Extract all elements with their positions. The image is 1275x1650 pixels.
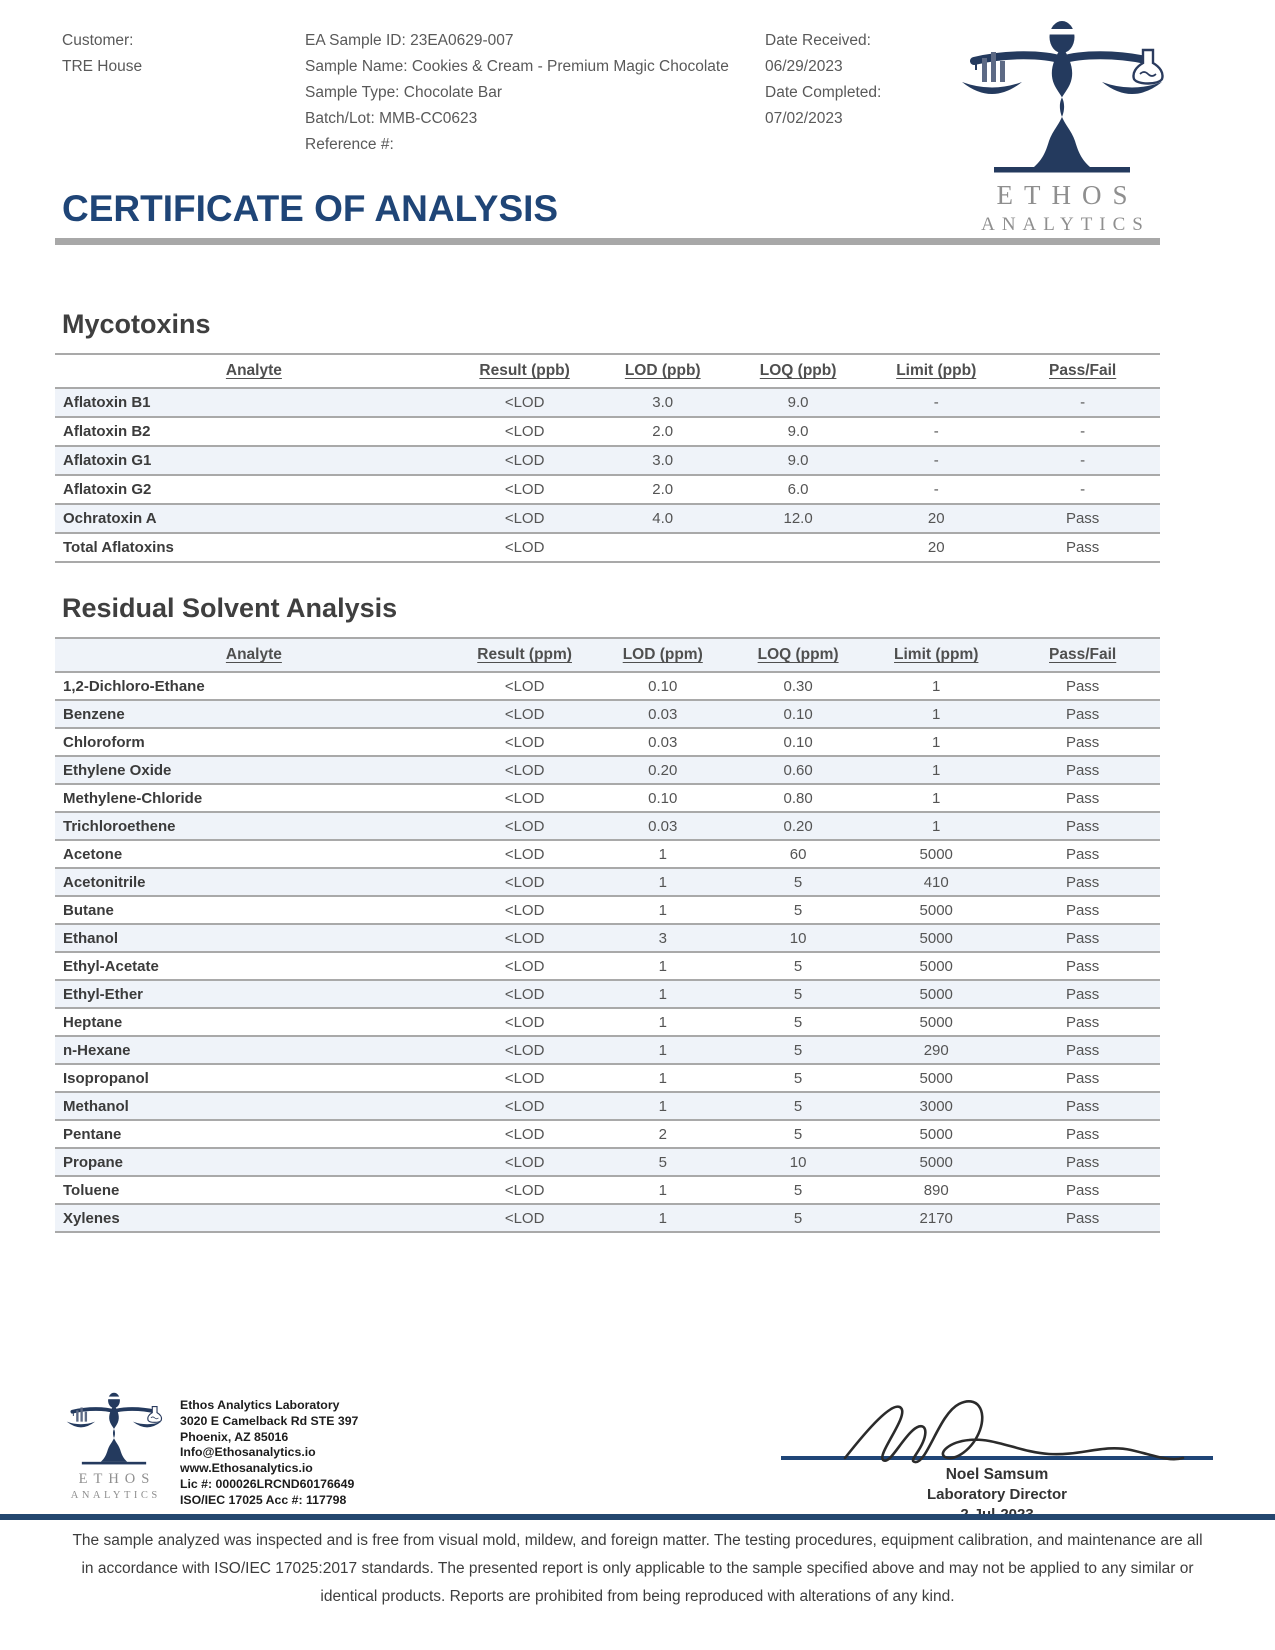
- loq-value: 5: [793, 873, 803, 891]
- lab-address-line: ISO/IEC 17025 Acc #: 117798: [180, 1492, 347, 1507]
- passfail-value: Pass: [1065, 733, 1100, 751]
- result-value: <LOD: [504, 957, 545, 975]
- loq-value: 5: [793, 1013, 803, 1031]
- result-value: <LOD: [504, 423, 545, 440]
- loq-value: [729, 533, 867, 562]
- lod-value: 1: [658, 1097, 667, 1115]
- footer-ethos-logo: [62, 1392, 166, 1509]
- lod-value: 0.03: [648, 733, 678, 751]
- lod-value: 5: [658, 1153, 667, 1171]
- loq-value: 5: [793, 985, 803, 1003]
- date-line: Date Received:: [765, 32, 871, 49]
- result-value: <LOD: [504, 817, 545, 835]
- limit-value: 890: [923, 1181, 949, 1199]
- table-row: [55, 1092, 1160, 1120]
- limit-value: 1: [932, 761, 941, 779]
- lod-value: 1: [658, 1013, 667, 1031]
- date-line: 06/29/2023: [765, 58, 843, 75]
- table-row: [55, 700, 1160, 728]
- lab-address-line: Phoenix, AZ 85016: [180, 1429, 289, 1444]
- result-value: <LOD: [504, 1069, 545, 1087]
- result-value: <LOD: [504, 510, 545, 527]
- analyte-name: Aflatoxin B1: [63, 394, 151, 411]
- date-line: 07/02/2023: [765, 110, 843, 127]
- table-row: [55, 1148, 1160, 1176]
- limit-value: -: [933, 394, 939, 411]
- loq-value: 12.0: [783, 510, 813, 527]
- result-value: <LOD: [504, 789, 545, 807]
- analyte-name: Ochratoxin A: [63, 510, 157, 527]
- lod-value: 3.0: [652, 394, 674, 411]
- table-row: [55, 388, 1160, 417]
- result-value: <LOD: [504, 1209, 545, 1227]
- analyte-name: Total Aflatoxins: [63, 539, 174, 556]
- passfail-value: Pass: [1065, 1181, 1100, 1199]
- table-row: [55, 1120, 1160, 1148]
- section-title-mycotoxins: Mycotoxins: [62, 309, 211, 339]
- table-row: [55, 417, 1160, 446]
- limit-value: -: [933, 452, 939, 469]
- table-row: [55, 533, 1160, 562]
- loq-value: 6.0: [787, 481, 809, 498]
- sample-info-line: Reference #:: [305, 136, 394, 153]
- loq-value: 0.10: [783, 705, 813, 723]
- lab-address-line: Lic #: 000026LRCND60176649: [180, 1476, 355, 1491]
- loq-value: 0.20: [783, 817, 813, 835]
- limit-value: 20: [927, 510, 945, 527]
- footer-logo-analytics-text: ANALYTICS: [70, 1490, 161, 1501]
- analyte-name: Aflatoxin G1: [63, 452, 152, 469]
- lod-value: 2: [658, 1125, 667, 1143]
- loq-value: 9.0: [787, 452, 809, 469]
- result-value: <LOD: [504, 985, 545, 1003]
- table-row: [55, 672, 1160, 700]
- passfail-value: Pass: [1065, 873, 1100, 891]
- passfail-value: Pass: [1065, 957, 1100, 975]
- lod-value: 3: [658, 929, 667, 947]
- passfail-value: Pass: [1065, 1153, 1100, 1171]
- dates-block: [765, 28, 881, 132]
- table-row: [55, 1064, 1160, 1092]
- lod-value: 1: [658, 873, 667, 891]
- lab-address-lines: [180, 1398, 358, 1509]
- loq-value: 5: [793, 1125, 803, 1143]
- signatory-role: Laboratory Director: [926, 1486, 1068, 1503]
- analyte-name: Chloroform: [63, 733, 145, 751]
- limit-value: 5000: [919, 929, 953, 947]
- table-row: [55, 1204, 1160, 1232]
- lab-address-line: Ethos Analytics Laboratory: [180, 1398, 340, 1412]
- loq-value: 5: [793, 1209, 803, 1227]
- residual-table-header: [55, 638, 1160, 672]
- result-value: <LOD: [504, 539, 545, 556]
- customer-block: [62, 28, 142, 80]
- analyte-name: Xylenes: [63, 1209, 120, 1227]
- loq-value: 10: [789, 1153, 807, 1171]
- col-header-result: Result (ppb): [479, 362, 570, 379]
- residual-table-body: [55, 672, 1160, 1232]
- result-value: <LOD: [504, 1041, 545, 1059]
- lod-value: 1: [658, 1209, 667, 1227]
- loq-value: 0.60: [783, 761, 813, 779]
- limit-value: 5000: [919, 845, 953, 863]
- footer-logo-ethos-text: ETHOS: [78, 1471, 156, 1487]
- limit-value: 3000: [919, 1097, 953, 1115]
- passfail-value: Pass: [1065, 901, 1100, 919]
- table-row: [55, 868, 1160, 896]
- result-value: <LOD: [504, 677, 545, 695]
- limit-value: 2170: [919, 1209, 953, 1227]
- loq-value: 9.0: [787, 423, 809, 440]
- table-row: [55, 812, 1160, 840]
- ethos-analytics-logo: [952, 20, 1172, 236]
- lod-value: 1: [658, 957, 667, 975]
- col-header-lod: LOD (ppb): [624, 362, 701, 379]
- passfail-value: Pass: [1065, 1209, 1100, 1227]
- analyte-name: Benzene: [63, 705, 125, 723]
- passfail-value: Pass: [1065, 985, 1100, 1003]
- loq-value: 0.30: [783, 677, 813, 695]
- passfail-value: Pass: [1065, 1041, 1100, 1059]
- analyte-name: Methylene-Chloride: [63, 789, 203, 807]
- limit-value: 5000: [919, 985, 953, 1003]
- table-row: [55, 1176, 1160, 1204]
- analyte-name: Aflatoxin B2: [63, 423, 151, 440]
- signature-block: [781, 1392, 1213, 1525]
- limit-value: 5000: [919, 1013, 953, 1031]
- analyte-name: Toluene: [63, 1181, 120, 1199]
- limit-value: 1: [932, 705, 941, 723]
- result-value: <LOD: [504, 1097, 545, 1115]
- result-value: <LOD: [504, 845, 545, 863]
- table-row: [55, 1008, 1160, 1036]
- table-row: [55, 728, 1160, 756]
- passfail-value: Pass: [1065, 1125, 1100, 1143]
- result-value: <LOD: [504, 1125, 545, 1143]
- passfail-value: Pass: [1065, 845, 1100, 863]
- limit-value: 1: [932, 817, 941, 835]
- title-divider-bar: [55, 238, 1160, 245]
- col-header-passfail: Pass/Fail: [1049, 362, 1117, 379]
- passfail-value: Pass: [1065, 929, 1100, 947]
- table-row: [55, 980, 1160, 1008]
- limit-value: 290: [923, 1041, 949, 1059]
- mycotoxins-table-body: [55, 388, 1160, 562]
- lod-value: 4.0: [652, 510, 674, 527]
- loq-value: 5: [793, 1097, 803, 1115]
- passfail-value: -: [1080, 452, 1086, 469]
- result-value: <LOD: [504, 1153, 545, 1171]
- analyte-name: Propane: [63, 1153, 124, 1171]
- customer-label: Customer:: [62, 32, 134, 49]
- analyte-name: 1,2-Dichloro-Ethane: [63, 677, 205, 695]
- loq-value: 5: [793, 901, 803, 919]
- lod-value: 2.0: [652, 423, 674, 440]
- limit-value: 20: [927, 539, 945, 556]
- col-header-analyte: Analyte: [225, 362, 282, 379]
- lod-value: 0.10: [648, 677, 678, 695]
- analyte-name: Butane: [63, 901, 114, 919]
- passfail-value: Pass: [1065, 1069, 1100, 1087]
- passfail-value: Pass: [1065, 761, 1100, 779]
- limit-value: -: [933, 481, 939, 498]
- loq-value: 60: [789, 845, 807, 863]
- col-header-limit: Limit (ppm): [894, 646, 979, 663]
- col-header-analyte: Analyte: [225, 646, 282, 663]
- residual-solvent-table: [55, 637, 1160, 1233]
- table-row: [55, 475, 1160, 504]
- limit-value: 410: [923, 873, 949, 891]
- analyte-name: n-Hexane: [63, 1041, 131, 1059]
- table-row: [55, 504, 1160, 533]
- passfail-value: Pass: [1065, 539, 1100, 556]
- analyte-name: Ethyl-Acetate: [63, 957, 159, 975]
- passfail-value: Pass: [1065, 789, 1100, 807]
- signatory-name: Noel Samsum: [945, 1466, 1049, 1483]
- mycotoxins-table: [55, 353, 1160, 563]
- result-value: <LOD: [504, 1181, 545, 1199]
- mycotoxins-table-header: [55, 354, 1160, 388]
- result-value: <LOD: [504, 901, 545, 919]
- loq-value: 10: [789, 929, 807, 947]
- result-value: <LOD: [504, 452, 545, 469]
- result-value: <LOD: [504, 733, 545, 751]
- disclaimer-text: The sample analyzed was inspected and is free from visual mold, mildew, and foreign matter. The testing procedures, equipment calibration, and maintenance are all in accordance with ISO/IEC 17025:2017 standards. The presented report is only applicable to the sample specified above and may not be applied to any similar or identical products. Reports are prohibited from being reproduced with alterations of any kind.: [72, 1532, 1203, 1605]
- lod-value: 1: [658, 901, 667, 919]
- analyte-name: Pentane: [63, 1125, 122, 1143]
- table-row: [55, 840, 1160, 868]
- passfail-value: Pass: [1065, 1097, 1100, 1115]
- lod-value: 1: [658, 845, 667, 863]
- sample-info-line: Sample Name: Cookies & Cream - Premium Magic Chocolate: [305, 58, 729, 75]
- result-value: <LOD: [504, 873, 545, 891]
- result-value: <LOD: [504, 761, 545, 779]
- limit-value: 5000: [919, 1125, 953, 1143]
- analyte-name: Acetonitrile: [63, 873, 146, 891]
- lady-justice-scales-icon: [62, 1392, 166, 1465]
- lod-value: [596, 533, 729, 562]
- table-row: [55, 896, 1160, 924]
- table-row: [55, 952, 1160, 980]
- table-row: [55, 924, 1160, 952]
- lod-value: 1: [658, 1181, 667, 1199]
- result-value: <LOD: [504, 394, 545, 411]
- analyte-name: Trichloroethene: [63, 817, 176, 835]
- passfail-value: Pass: [1065, 1013, 1100, 1031]
- loq-value: 5: [793, 957, 803, 975]
- page-title: CERTIFICATE OF ANALYSIS: [62, 188, 559, 229]
- bottom-divider-bar: [0, 1514, 1275, 1520]
- result-value: <LOD: [504, 1013, 545, 1031]
- limit-value: 5000: [919, 957, 953, 975]
- date-line: Date Completed:: [765, 84, 882, 101]
- analyte-name: Aflatoxin G2: [63, 481, 152, 498]
- analyte-name: Ethanol: [63, 929, 118, 947]
- lod-value: 1: [658, 985, 667, 1003]
- loq-value: 5: [793, 1069, 803, 1087]
- col-header-lod: LOD (ppm): [622, 646, 703, 663]
- limit-value: 5000: [919, 1069, 953, 1087]
- lab-address-line: 3020 E Camelback Rd STE 397: [180, 1413, 359, 1428]
- loq-value: 0.10: [783, 733, 813, 751]
- limit-value: 5000: [919, 901, 953, 919]
- logo-ethos-text: ETHOS: [996, 180, 1139, 210]
- analyte-name: Heptane: [63, 1013, 123, 1031]
- limit-value: -: [933, 423, 939, 440]
- passfail-value: -: [1080, 481, 1086, 498]
- result-value: <LOD: [504, 705, 545, 723]
- passfail-value: Pass: [1065, 817, 1100, 835]
- analyte-name: Ethylene Oxide: [63, 761, 172, 779]
- passfail-value: -: [1080, 394, 1086, 411]
- limit-value: 1: [932, 733, 941, 751]
- col-header-result: Result (ppm): [477, 646, 572, 663]
- lady-justice-scales-icon: [952, 20, 1172, 173]
- loq-value: 5: [793, 1181, 803, 1199]
- passfail-value: Pass: [1065, 677, 1100, 695]
- loq-value: 9.0: [787, 394, 809, 411]
- lod-value: 1: [658, 1069, 667, 1087]
- loq-value: 0.80: [783, 789, 813, 807]
- result-value: <LOD: [504, 481, 545, 498]
- passfail-value: -: [1080, 423, 1086, 440]
- loq-value: 5: [793, 1041, 803, 1059]
- analyte-name: Acetone: [63, 845, 123, 863]
- result-value: <LOD: [504, 929, 545, 947]
- passfail-value: Pass: [1065, 510, 1100, 527]
- lod-value: 2.0: [652, 481, 674, 498]
- col-header-loq: LOQ (ppm): [757, 646, 839, 663]
- col-header-passfail: Pass/Fail: [1049, 646, 1117, 663]
- analyte-name: Isopropanol: [63, 1069, 149, 1087]
- section-title-residual-solvents: Residual Solvent Analysis: [62, 593, 398, 623]
- passfail-value: Pass: [1065, 705, 1100, 723]
- col-header-limit: Limit (ppb): [896, 362, 977, 379]
- sample-info-block: [305, 28, 729, 158]
- sample-info-line: Batch/Lot: MMB-CC0623: [305, 110, 478, 127]
- lab-address-line: www.Ethosanalytics.io: [180, 1461, 313, 1476]
- limit-value: 5000: [919, 1153, 953, 1171]
- lod-value: 0.03: [648, 705, 678, 723]
- lab-info-block: [62, 1392, 358, 1509]
- lod-value: 0.20: [648, 761, 678, 779]
- limit-value: 1: [932, 789, 941, 807]
- col-header-loq: LOQ (ppb): [759, 362, 837, 379]
- table-row: [55, 784, 1160, 812]
- lod-value: 3.0: [652, 452, 674, 469]
- customer-name: TRE House: [62, 58, 143, 75]
- table-row: [55, 446, 1160, 475]
- sample-info-line: Sample Type: Chocolate Bar: [305, 84, 503, 101]
- lab-address-line: Info@Ethosanalytics.io: [180, 1445, 316, 1460]
- limit-value: 1: [932, 677, 941, 695]
- lod-value: 0.03: [648, 817, 678, 835]
- logo-analytics-text: ANALYTICS: [981, 214, 1150, 235]
- table-row: [55, 1036, 1160, 1064]
- analyte-name: Methanol: [63, 1097, 129, 1115]
- table-row: [55, 756, 1160, 784]
- lod-value: 1: [658, 1041, 667, 1059]
- analyte-name: Ethyl-Ether: [63, 985, 144, 1003]
- lod-value: 0.10: [648, 789, 678, 807]
- sample-info-line: EA Sample ID: 23EA0629-007: [305, 32, 514, 49]
